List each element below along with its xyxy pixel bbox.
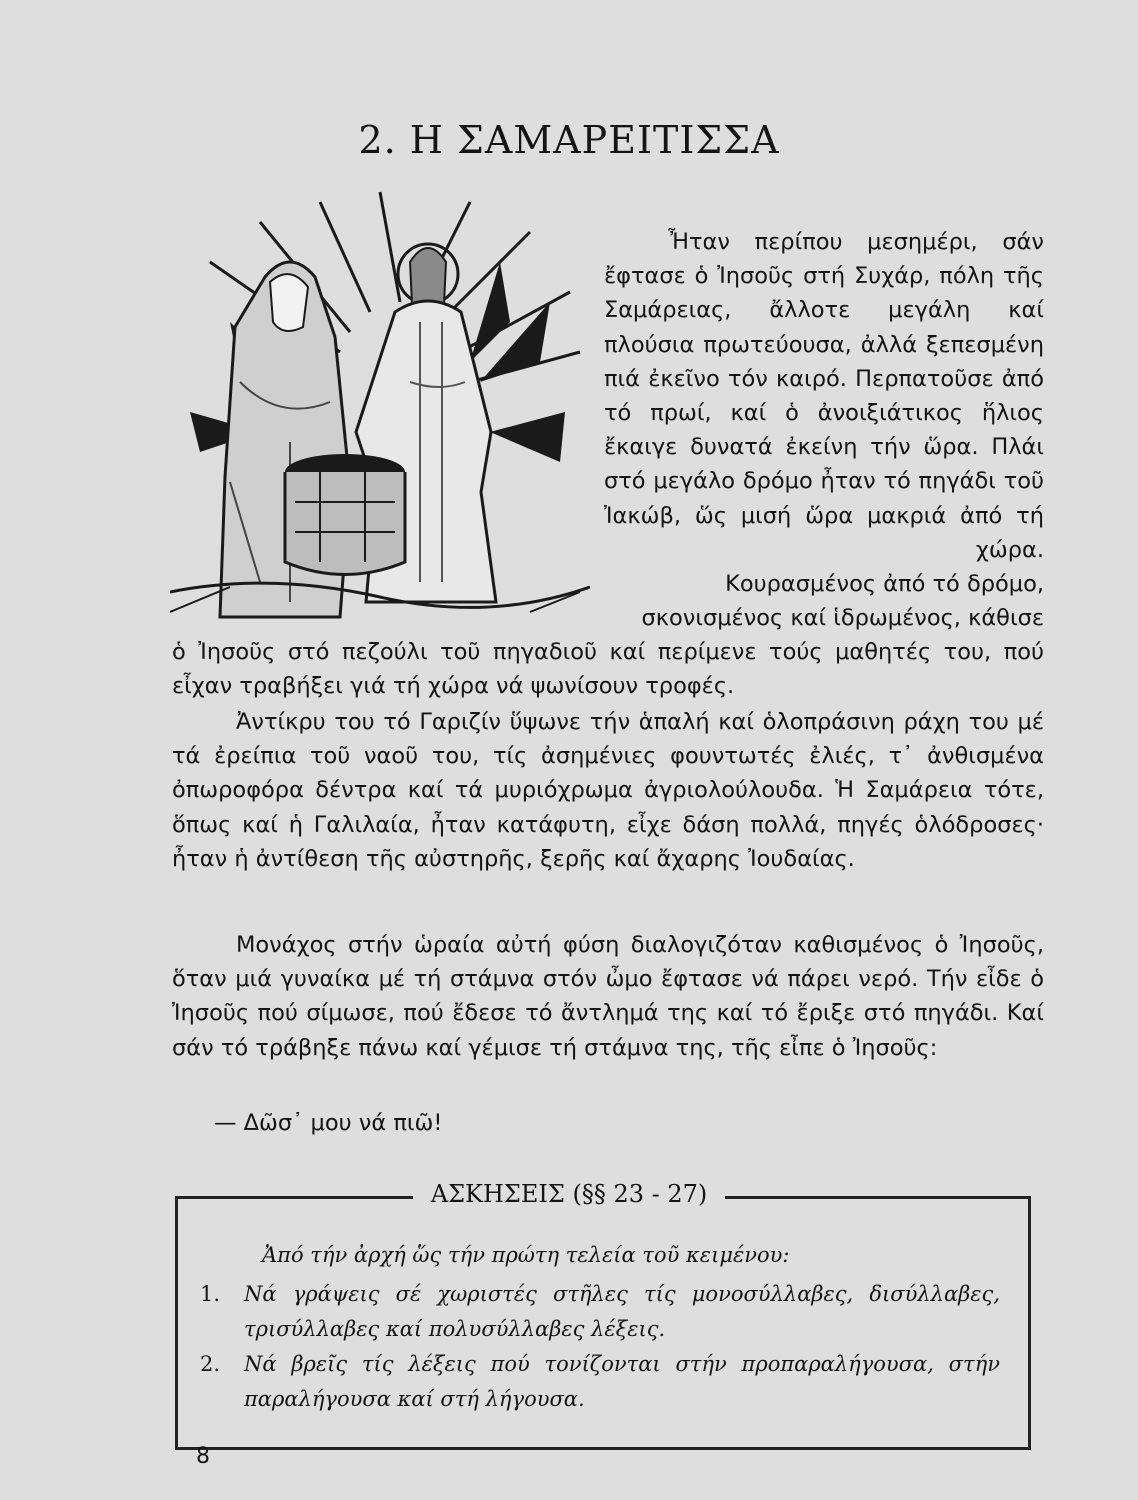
- exercise-text: Νά βρεῖς τίς λέξεις πού τονίζονται στήν προπαραλήγουσα, στήν παραλήγουσα καί στή λήγουσα.: [244, 1352, 1000, 1411]
- paragraph-3: Ἀντίκρυ του τό Γαριζίν ὕψωνε τήν ἁπαλή καί ὁλοπράσινη ράχη του μέ τά ἐρείπια τοῦ ναοῦ του, τίς ἀσημένιες φουντωτές ἐλιές, τ᾽ ἀνθισμένα ὀπωροφόρα δέντρα καί τά μυριόχρωμα ἀγριολούλουδα. Ἡ Σαμάρεια τότε, ὅπως καί ἡ Γαλιλαία, ἦταν κατάφυτη, εἶχε δάση πολλά, πηγές ὁλόδροσες· ἦταν ἡ ἀντίθεση τῆς αὐστηρῆς, ξερῆς καί ἄχαρης Ἰουδαίας.: [172, 709, 1044, 872]
- chapter-title: 2. Η ΣΑΜΑΡΕΙΤΙΣΣΑ: [358, 118, 780, 162]
- paragraph-2-end: ὁ Ἰησοῦς στό πεζούλι τοῦ πηγαδιοῦ καί περίμενε τούς μαθητές του, πού εἶχαν τραβήξει γιά τή χώρα νά ψωνίσουν τροφές.: [172, 639, 1044, 700]
- exercises-title: ΑΣΚΗΣΕΙΣ (§§ 23 - 27): [413, 1180, 726, 1208]
- paragraph-1: Ἦταν περίπου μεσημέρι, σάν ἔφτασε ὁ Ἰησοῦς στή Συχάρ, πόλη τῆς Σαμάρειας, ἄλλοτε μεγάλη καί πλούσια πρωτεύουσα, ἀλλά ξεπεσμένη πιά ἐκεῖνο τόν καιρό. Περπατοῦσε ἀπό τό πρωί, καί ὁ ἀνοιξιάτικος ἥλιος ἔκαιγε δυνατά ἐκείνη τήν ὥρα. Πλάι στό μεγάλο δρόμο ἦταν τό πηγάδι τοῦ Ἰακώβ, ὥς μισή ὥρα μακριά ἀπό τή χώρα.: [604, 229, 1044, 563]
- well-illustration: [170, 182, 590, 622]
- exercise-number: 1.: [200, 1282, 221, 1306]
- exercise-number: 2.: [200, 1352, 221, 1376]
- exercises-list: [200, 1277, 1000, 1417]
- exercise-text: Νά γράψεις σέ χωριστές στῆλες τίς μονοσύλλαβες, δισύλλαβες, τρισύλλαβες καί πολυσύλλαβες λέξεις.: [244, 1282, 1000, 1341]
- exercises-intro: Ἀπό τήν ἀρχή ὥς τήν πρώτη τελεία τοῦ κειμένου:: [262, 1243, 790, 1267]
- dialogue-line: — Δῶσ᾽ μου νά πιῶ!: [214, 1110, 443, 1136]
- exercise-item: [200, 1347, 1000, 1417]
- paragraph-4: Μονάχος στήν ὡραία αὐτή φύση διαλογιζόταν καθισμένος ὁ Ἰησοῦς, ὅταν μιά γυναίκα μέ τή στάμνα στόν ὦμο ἔφτασε νά πάρει νερό. Τήν εἶδε ὁ Ἰησοῦς πού σίμωσε, πού ἔδεσε τό ἄντλημά της καί τό ἔριξε στό πηγάδι. Καί σάν τό τράβηξε πάνω καί γέμισε τή στάμνα της, τῆς εἶπε ὁ Ἰησοῦς:: [172, 932, 1044, 1061]
- page-number: 8: [196, 1444, 210, 1469]
- paragraph-2-start: Κουρασμένος ἀπό τό δρόμο, σκονισμένος καί ἱδρωμένος, κάθισε: [641, 571, 1044, 632]
- exercises-title-wrapper: [0, 1180, 1138, 1208]
- exercise-item: [200, 1277, 1000, 1347]
